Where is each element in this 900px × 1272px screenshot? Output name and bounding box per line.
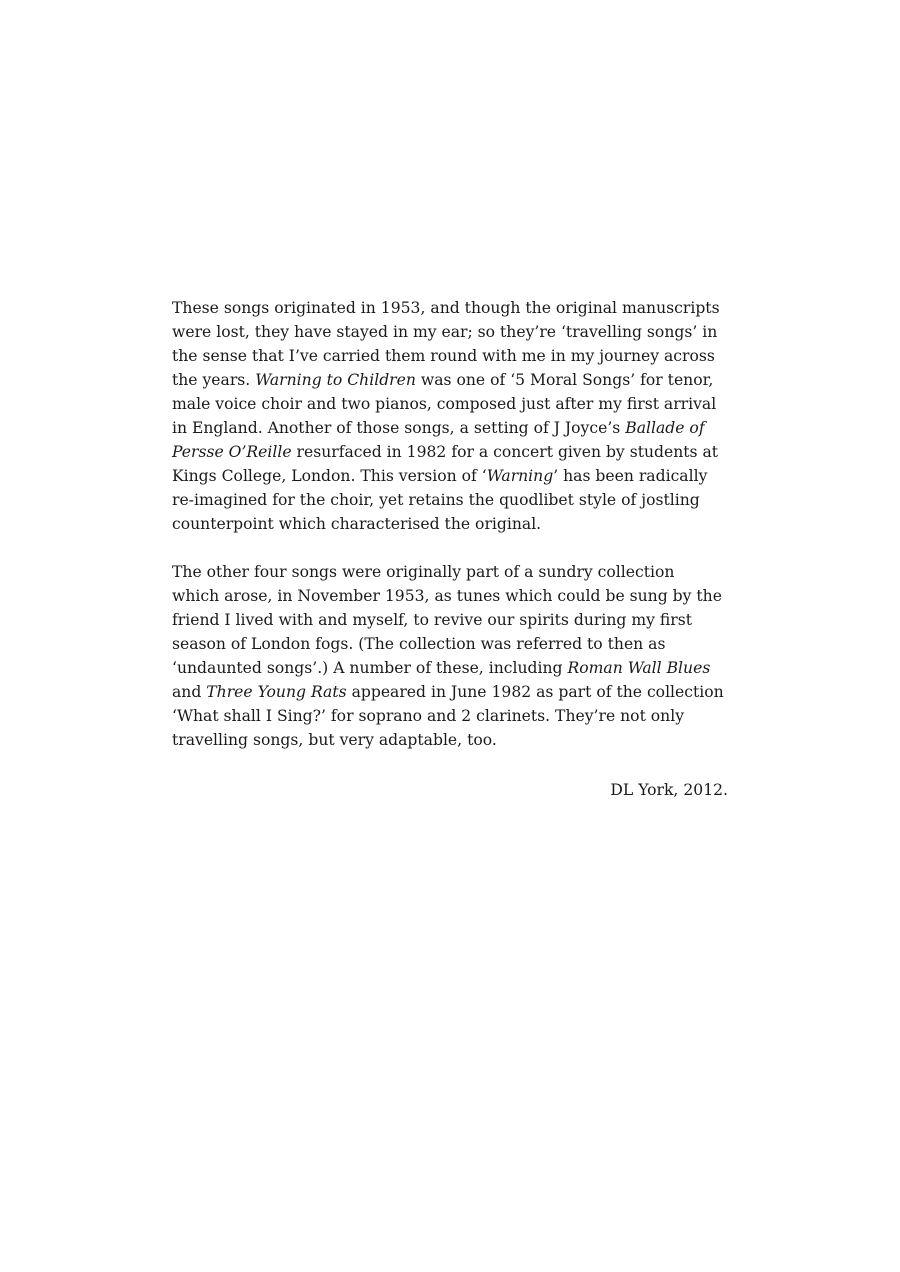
text-run: in England. Another of those songs, a setting of J Joyce’s [172, 419, 626, 437]
italic-title: Warning [486, 467, 554, 485]
text-run: the sense that I’ve carried them round with me in my journey across [172, 347, 715, 365]
text-run: ‘What shall I Sing?’ for soprano and 2 clarinets. They’re not only [172, 707, 685, 725]
text-run: were lost, they have stayed in my ear; so they’re ‘travelling songs’ in [172, 323, 718, 341]
text-run: re-imagined for the choir, yet retains the quodlibet style of jostling [172, 491, 700, 509]
text-line [172, 296, 728, 320]
text-run: resurfaced in 1982 for a concert given by students at [291, 443, 719, 461]
italic-title: Ballade of [625, 419, 705, 437]
text-line [172, 488, 728, 512]
text-line [172, 320, 728, 344]
text-line [172, 680, 728, 704]
text-line [172, 512, 728, 536]
text-run: and [172, 683, 207, 701]
text-run: These songs originated in 1953, and though the original manuscripts [172, 299, 720, 317]
text-run: counterpoint which characterised the original. [172, 515, 542, 533]
paragraph-origins [172, 296, 728, 536]
text-line [172, 368, 728, 392]
text-run: the years. [172, 371, 256, 389]
body-text [172, 296, 728, 752]
text-line [172, 728, 728, 752]
text-run: friend I lived with and myself, to revive our spirits during my first [172, 611, 693, 629]
text-run: season of London fogs. (The collection was referred to then as [172, 635, 666, 653]
text-run: appeared in June 1982 as part of the collection [346, 683, 724, 701]
paragraph-other-songs [172, 560, 728, 752]
text-run: ’ has been radically [553, 467, 708, 485]
signature: DL York, 2012. [610, 781, 728, 799]
text-line [172, 656, 728, 680]
text-line [172, 584, 728, 608]
text-run: was one of ‘5 Moral Songs’ for tenor, [415, 371, 714, 389]
text-run: male voice choir and two pianos, composed just after my first arrival [172, 395, 717, 413]
text-line [172, 632, 728, 656]
text-run: The other four songs were originally part of a sundry collection [172, 563, 675, 581]
text-line [172, 344, 728, 368]
text-line [172, 416, 728, 440]
text-run: ‘undaunted songs’.) A number of these, including [172, 659, 568, 677]
text-line [172, 560, 728, 584]
text-line [172, 440, 728, 464]
italic-title: Warning to Children [255, 371, 416, 389]
text-run: which arose, in November 1953, as tunes which could be sung by the [172, 587, 722, 605]
italic-title: Roman Wall Blues [567, 659, 711, 677]
text-line [172, 464, 728, 488]
text-line [172, 608, 728, 632]
text-run: travelling songs, but very adaptable, too. [172, 731, 497, 749]
text-line [172, 392, 728, 416]
text-run: Kings College, London. This version of ‘ [172, 467, 487, 485]
text-line [172, 704, 728, 728]
italic-title: Three Young Rats [206, 683, 347, 701]
italic-title: Persse O’Reille [172, 443, 292, 461]
